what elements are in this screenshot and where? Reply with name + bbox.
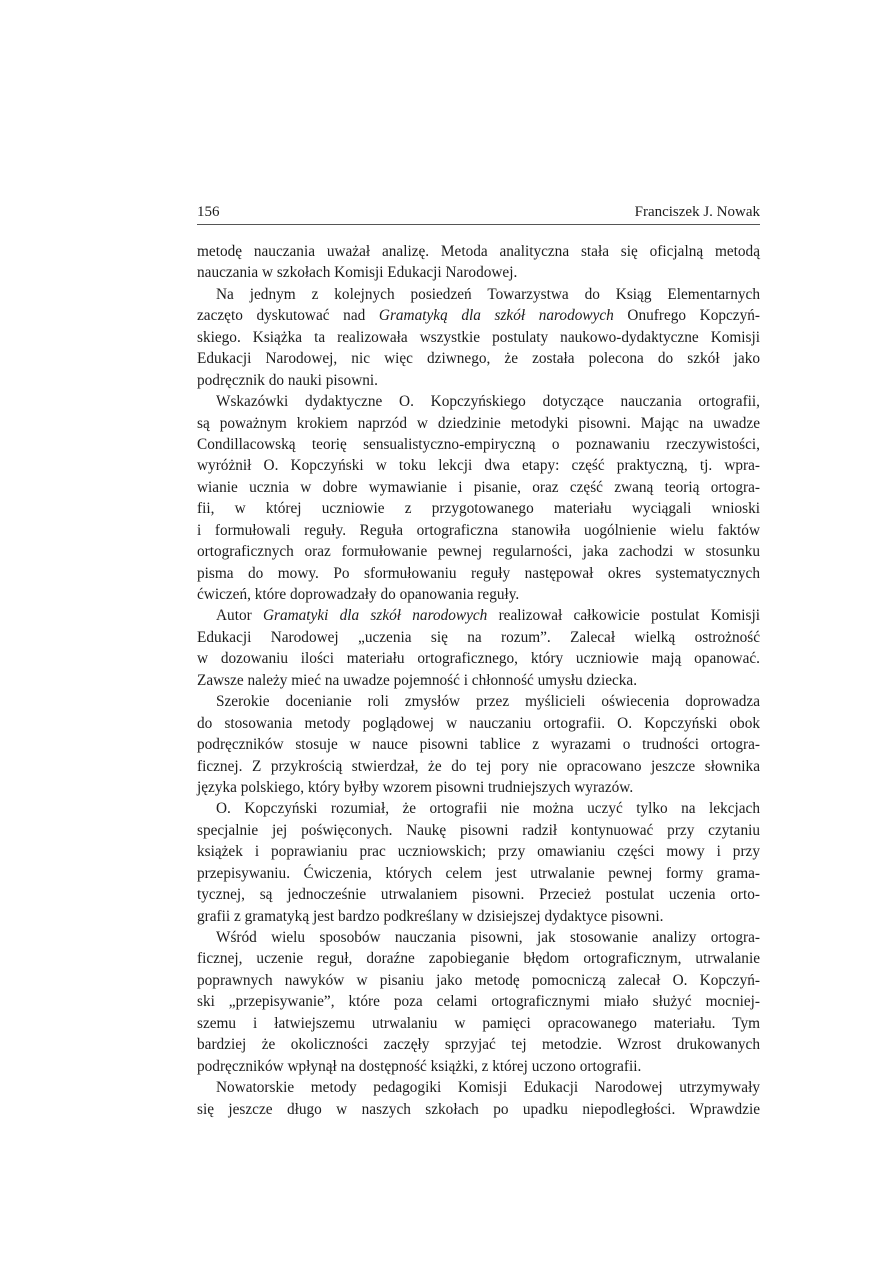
text-run: do stosowania metody poglądowej w nauczaniu ortografii. O. Kopczyński obok <box>197 714 760 732</box>
text-line <box>197 863 760 884</box>
text-line <box>197 798 760 819</box>
text-line <box>197 756 760 777</box>
body-text <box>197 241 760 1120</box>
text-line <box>197 670 760 691</box>
text-line <box>197 284 760 305</box>
text-run: przepisywaniu. Ćwiczenia, których celem jest utrwalanie pewnej formy grama- <box>197 864 760 882</box>
text-run: grafii z gramatyką jest bardzo podkreślany w dzisiejszej dydaktyce pisowni. <box>197 907 664 925</box>
text-line <box>197 498 760 519</box>
text-run: tycznej, są jednocześnie utrwalaniem pisowni. Przecież postulat uczenia orto- <box>197 886 760 904</box>
italic-title: Gramatyki dla szkół narodowych <box>262 607 488 625</box>
text-run: specjalnie jej poświęconych. Naukę pisowni radził kontynuować przy czytaniu <box>197 821 760 839</box>
text-run: Wśród wielu sposobów nauczania pisowni, jak stosowanie analizy ortogra- <box>216 929 760 946</box>
text-line <box>197 434 760 455</box>
text-run: Nowatorskie metody pedagogiki Komisji Edukacji Narodowej utrzymywały <box>216 1079 760 1097</box>
text-line <box>197 948 760 969</box>
text-run: ćwiczeń, które doprowadzały do opanowania reguły. <box>197 586 520 603</box>
italic-title: Gramatyką dla szkół narodowych <box>378 307 614 325</box>
text-line <box>197 927 760 948</box>
text-line <box>197 648 760 669</box>
text-run: podręczników stosuje w nauce pisowni tablice z wyrazami o trudności ortogra- <box>197 736 760 754</box>
text-run: bardziej że okoliczności zaczęły sprzyjać tej metodzie. Wzrost drukowanych <box>197 1036 760 1054</box>
text-run: realizował całkowicie postulat Komisji <box>487 607 761 625</box>
text-run: zaczęto dyskutować nad <box>197 307 379 325</box>
text-run: w dozowaniu ilości materiału ortograficznego, który uczniowie mają opanować. <box>197 650 760 668</box>
text-line <box>197 584 760 605</box>
text-run: Wskazówki dydaktyczne O. Kopczyńskiego dotyczące nauczania ortografii, <box>216 393 760 411</box>
text-line <box>197 605 760 626</box>
text-line <box>197 477 760 498</box>
text-run: Edukacji Narodowej „uczenia się na rozum”. Zalecał wielką ostrożność <box>197 628 760 646</box>
text-run: Zawsze należy mieć na uwadze pojemność i chłonność umysłu dziecka. <box>197 671 638 689</box>
text-line <box>197 262 760 283</box>
page-header <box>197 204 760 225</box>
text-run: ficznej, uczenie reguł, doraźne zapobieganie błędom ortograficznym, utrwalanie <box>197 950 760 968</box>
text-run: poprawnych nawyków w pisaniu jako metodę pomocniczą zalecał O. Kopczyń- <box>197 971 760 989</box>
text-run: Na jednym z kolejnych posiedzeń Towarzystwa do Ksiąg Elementarnych <box>216 285 760 303</box>
text-line <box>197 541 760 562</box>
text-run: podręczników wpłynął na dostępność książki, z której uczono ortografii. <box>197 1057 642 1075</box>
text-line <box>197 348 760 369</box>
text-run: się jeszcze długo w naszych szkołach po upadku niepodległości. Wprawdzie <box>197 1100 760 1118</box>
text-run: O. Kopczyński rozumiał, że ortografii nie można uczyć tylko na lekcjach <box>216 800 760 818</box>
text-line <box>197 413 760 434</box>
text-line <box>197 991 760 1012</box>
text-line <box>197 627 760 648</box>
text-run: pisma do mowy. Po sformułowaniu reguły następował okres systematycznych <box>197 564 760 582</box>
text-line <box>197 370 760 391</box>
page-number: 156 <box>197 204 220 220</box>
running-head-author: Franciszek J. Nowak <box>634 204 760 220</box>
text-line <box>197 305 760 326</box>
text-line <box>197 906 760 927</box>
text-line <box>197 820 760 841</box>
text-run: i formułowali reguły. Reguła ortograficzna stanowiła uogólnienie wielu faktów <box>197 521 760 539</box>
text-run: Szerokie docenianie roli zmysłów przez myślicieli oświecenia doprowadza <box>216 693 760 711</box>
text-run: nauczania w szkołach Komisji Edukacji Narodowej. <box>197 264 518 282</box>
text-line <box>197 520 760 541</box>
text-line <box>197 970 760 991</box>
text-line <box>197 777 760 798</box>
text-line <box>197 691 760 712</box>
text-line <box>197 241 760 262</box>
text-line <box>197 841 760 862</box>
text-line <box>197 1099 760 1120</box>
text-run: wyróżnił O. Kopczyński w toku lekcji dwa etapy: część praktyczną, tj. wpra- <box>197 457 760 475</box>
text-run: książek i poprawianiu prac uczniowskich; przy omawianiu części mowy i przy <box>197 843 760 861</box>
text-line <box>197 391 760 412</box>
text-run: są poważnym krokiem naprzód w dziedzinie metodyki pisowni. Mając na uwadze <box>197 414 760 432</box>
text-run: ortograficznych oraz formułowanie pewnej regularności, jaka zachodzi w stosunku <box>197 543 760 561</box>
text-run: Autor <box>216 607 263 625</box>
text-line <box>197 1034 760 1055</box>
text-run: fii, w której uczniowie z przygotowanego materiału wyciągali wnioski <box>197 500 760 518</box>
text-run: skiego. Książka ta realizowała wszystkie postulaty naukowo-dydaktyczne Komisji <box>197 328 760 346</box>
text-line <box>197 1013 760 1034</box>
text-line <box>197 884 760 905</box>
text-line <box>197 1077 760 1098</box>
text-line <box>197 563 760 584</box>
text-line <box>197 455 760 476</box>
text-line <box>197 713 760 734</box>
text-run: podręcznik do nauki pisowni. <box>197 371 378 389</box>
text-run: Edukacji Narodowej, nic więc dziwnego, że została polecona do szkół jako <box>197 350 760 368</box>
text-run: szemu i łatwiejszemu utrwalaniu w pamięci opracowanego materiału. Tym <box>197 1014 760 1032</box>
text-line <box>197 734 760 755</box>
text-run: ski „przepisywanie”, które poza celami ortograficznymi miało służyć mocniej- <box>197 993 760 1011</box>
text-run: wianie ucznia w dobre wymawianie i pisanie, oraz część zwaną teorią ortogra- <box>197 478 760 496</box>
text-line <box>197 327 760 348</box>
text-line <box>197 1056 760 1077</box>
text-run: Onufrego Kopczyń- <box>613 307 760 325</box>
text-run: Condillacowską teorię sensualistyczno-empiryczną o poznawaniu rzeczywistości, <box>197 435 760 453</box>
text-run: metodę nauczania uważał analizę. Metoda analityczna stała się oficjalną metodą <box>197 243 760 260</box>
text-run: języka polskiego, który byłby wzorem pisowni trudniejszych wyrazów. <box>197 778 634 796</box>
text-run: ficznej. Z przykrością stwierdzał, że do tej pory nie opracowano jeszcze słownika <box>197 757 760 775</box>
